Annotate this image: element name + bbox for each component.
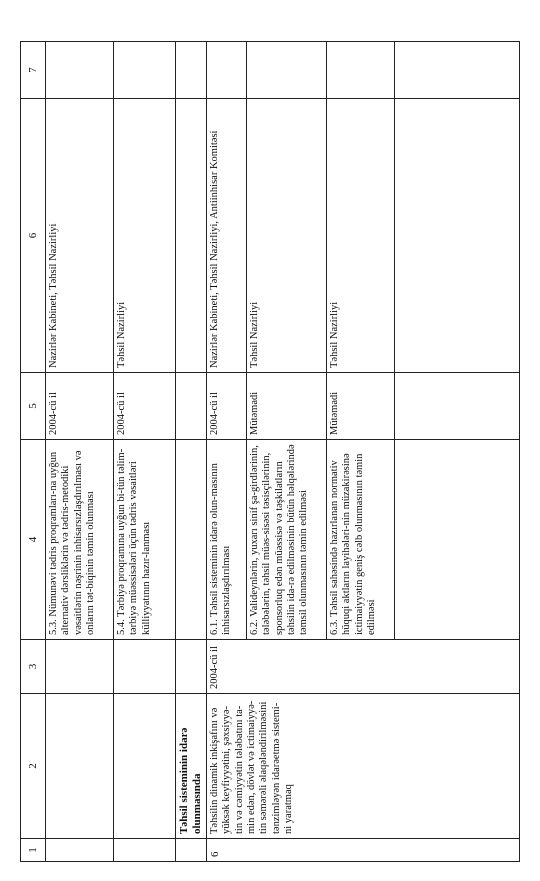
table-row [114,42,176,862]
table-row [46,42,114,862]
deadline-6-3: Mütəmadi [326,373,394,440]
measure-6-2: 6.2. Valideynlərin, yuxarı sinif şa-girdlərinin, tələbələrin, təhsil müəs-sisəsi təsisçilərinin, sponsorluq edən müəssisə və təşkilatların təhsilin ida-rə edilməsinin bütün həlqələrində təmsil olunmasının təmin edilməsi [246,440,326,640]
col-header-1: 1 [21,839,46,862]
col-header-4: 4 [21,440,46,640]
column-number-row [21,42,46,862]
rotated-document-page [20,42,520,862]
executor-5-3: Nazirlər Kabineti, Təhsil Nazirliyi [46,99,114,373]
section-title: Təhsil sisteminin idarə olunmasında [176,694,207,839]
measure-6-1: 6.1. Təhsil sisteminin idarə olun-masının inhisarsızlaşdırılması [206,440,246,640]
col-header-2: 2 [21,694,46,839]
col-header-7: 7 [21,42,46,99]
col-header-5: 5 [21,373,46,440]
executor-6-2: Təhsil Nazirliyi [246,99,326,373]
deadline-6-2: Mütəmadi [246,373,326,440]
executor-5-4: Təhsil Nazirliyi [114,99,176,373]
col-header-3: 3 [21,640,46,694]
row-number: 6 [206,839,519,862]
measure-5-4: 5.4. Tərbiyə proqramına uyğun bi-tün təlim-tərbiyə müəssisələri üçün tədris vəsaitləri külliyyatının hazır-lanması [114,440,176,640]
executor-6-3: Təhsil Nazirliyi [326,99,394,373]
table-row [206,42,246,862]
measure-5-3: 5.3. Nümunəvi tədris proqramları-na uyğun alternativ dərsliklərin və tədris-metodiki vəsaitlərin nəşrinin inhisarsızlaşdırılması və onların tət-biqinin təmin olunması [46,440,114,640]
measure-6-3: 6.3. Təhsil sahəsində hazırlanan normativ hüquqi aktların layihələri-nin müzakirəsinə ictimaiyyətin geniş cəlb olunmasının təmin edilməsi [326,440,394,640]
action-plan-table [20,41,520,862]
deadline-5-3: 2004-cü il [46,373,114,440]
goal-deadline: 2004-cü il [206,640,519,694]
deadline-6-1: 2004-cü il [206,373,246,440]
goal-text: Təhsilin dinamik inkişafını və yüksək keyfiyyətini, şəxsiyyə-tin və cəmiyyətin tələbatını ta-min edən, dövlət və ictimaiyyə-tin səmərəli əlaqələndirilməsini tənzimləyən idarəetmə sistemi-ni yaratmaq [206,694,519,839]
deadline-5-4: 2004-cü il [114,373,176,440]
section-heading-row [176,42,207,862]
col-header-6: 6 [21,99,46,373]
executor-6-1: Nazirlər Kabineti, Təhsil Nazirliyi, Antiinhisar Komitəsi [206,99,246,373]
